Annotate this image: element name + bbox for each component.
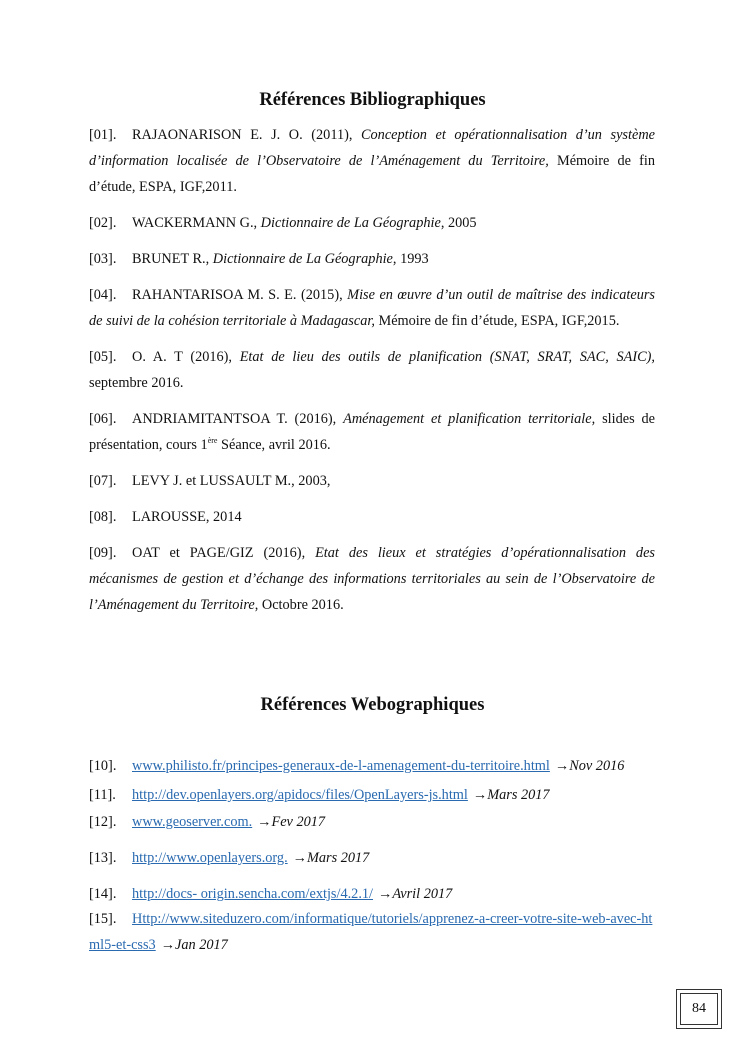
ref-details: , 1993 [392, 251, 429, 267]
biblio-heading: Références Bibliographiques [259, 90, 486, 110]
web-link[interactable]: http://docs- origin.sencha.com/extjs/4.2.1/ [132, 886, 374, 902]
access-date: Mars 2017 [306, 850, 370, 866]
ref-details: septembre 2016. [89, 375, 184, 391]
biblio-ref [89, 210, 655, 236]
biblio-list [89, 122, 655, 628]
ref-title: Conception et opérationnalisation d’un système d’information localisée de l’Observatoire de l’Aménagement du Territoire, [89, 127, 655, 169]
biblio-ref [89, 282, 655, 334]
page-number: 84 [680, 993, 718, 1025]
ref-author: RAJAONARISON E. J. O. (2011), [132, 127, 361, 143]
web-link[interactable]: http://www.openlayers.org. [132, 850, 288, 866]
ref-number: [13]. [89, 850, 117, 866]
ref-details: , Octobre 2016. [254, 597, 344, 613]
web-ref [89, 782, 655, 808]
arrow-icon: → [554, 758, 570, 774]
biblio-ref [89, 344, 655, 396]
web-ref [89, 753, 655, 779]
access-date: Nov 2016 [569, 758, 625, 774]
biblio-ref [89, 406, 655, 458]
biblio-ref [89, 246, 655, 272]
ref-author: LAROUSSE, 2014 [132, 509, 242, 525]
ref-number: [11]. [89, 787, 116, 803]
ref-number: [04]. [89, 287, 117, 303]
arrow-icon: → [472, 787, 488, 803]
biblio-ref [89, 468, 655, 494]
ref-author: LEVY J. et LUSSAULT M., 2003, [132, 473, 331, 489]
ref-title: Mise en œuvre d’un outil de maîtrise des indicateurs de suivi de la cohésion territoriale à Madagascar, [89, 287, 655, 329]
ref-number: [12]. [89, 814, 117, 830]
ref-number: [08]. [89, 509, 117, 525]
biblio-ref [89, 504, 655, 530]
ref-number: [14]. [89, 886, 117, 902]
ref-number: [15]. [89, 911, 117, 927]
ref-number: [10]. [89, 758, 117, 774]
ref-title: Dictionnaire de La Géographie [212, 251, 393, 267]
web-link[interactable]: www.philisto.fr/principes-generaux-de-l-amenagement-du-territoire.html [132, 758, 550, 774]
ref-superscript: ère [207, 436, 218, 446]
biblio-ref [89, 540, 655, 618]
access-date: Fev 2017 [271, 814, 326, 830]
ref-details-end: Séance, avril 2016. [217, 437, 331, 453]
arrow-icon: → [292, 850, 307, 866]
ref-number: [09]. [89, 545, 117, 561]
web-ref [89, 881, 655, 907]
ref-number: [06]. [89, 411, 117, 427]
arrow-icon: → [378, 886, 393, 902]
ref-details: Mémoire de fin d’étude, ESPA, IGF,2011. [89, 153, 655, 195]
ref-author: WACKERMANN G., [132, 215, 261, 231]
webography-heading: Références Webographiques [260, 695, 485, 715]
ref-author: BRUNET R., [132, 251, 213, 267]
ref-details: , 2005 [440, 215, 477, 231]
ref-author: OAT et PAGE/GIZ (2016), [132, 545, 316, 561]
ref-number: [02]. [89, 215, 117, 231]
ref-author: O. A. T (2016), [132, 349, 240, 365]
web-ref [89, 845, 655, 871]
ref-number: [01]. [89, 127, 117, 143]
web-link[interactable]: http://dev.openlayers.org/apidocs/files/OpenLayers-js.html [132, 787, 468, 803]
biblio-ref [89, 122, 655, 200]
ref-number: [03]. [89, 251, 117, 267]
web-ref [89, 809, 655, 835]
page-number-box [676, 989, 722, 1029]
ref-title: Etat des lieux et stratégies d’opérationnalisation des mécanismes de gestion et d’échange des informations territoriales au sein de l’Observatoire de l’Aménagement du Territoire [89, 545, 655, 613]
access-date: Jan 2017 [175, 937, 228, 953]
web-link[interactable]: Http://www.siteduzero.com/informatique/tutoriels/apprenez-a-creer-votre-site-web-avec-html5-et-css3 [89, 911, 653, 953]
ref-details: slides de présentation, cours 1 [89, 411, 655, 453]
ref-details: Mémoire de fin d’étude, ESPA, IGF,2015. [374, 313, 620, 329]
ref-author: RAHANTARISOA M. S. E. (2015), [132, 287, 348, 303]
access-date: Mars 2017 [487, 787, 550, 803]
web-link[interactable]: www.geoserver.com. [132, 814, 253, 830]
web-ref [89, 906, 655, 958]
ref-number: [07]. [89, 473, 117, 489]
ref-author: ANDRIAMITANTSOA T. (2016), [132, 411, 344, 427]
ref-title: Etat de lieu des outils de planification (SNAT, SRAT, SAC, SAIC), [239, 349, 655, 365]
access-date: Avril 2017 [392, 886, 453, 902]
arrow-icon: → [257, 814, 272, 830]
ref-title: Aménagement et planification territoriale, [343, 411, 596, 427]
ref-title: Dictionnaire de La Géographie [260, 215, 441, 231]
ref-number: [05]. [89, 349, 117, 365]
arrow-icon: → [160, 937, 175, 953]
